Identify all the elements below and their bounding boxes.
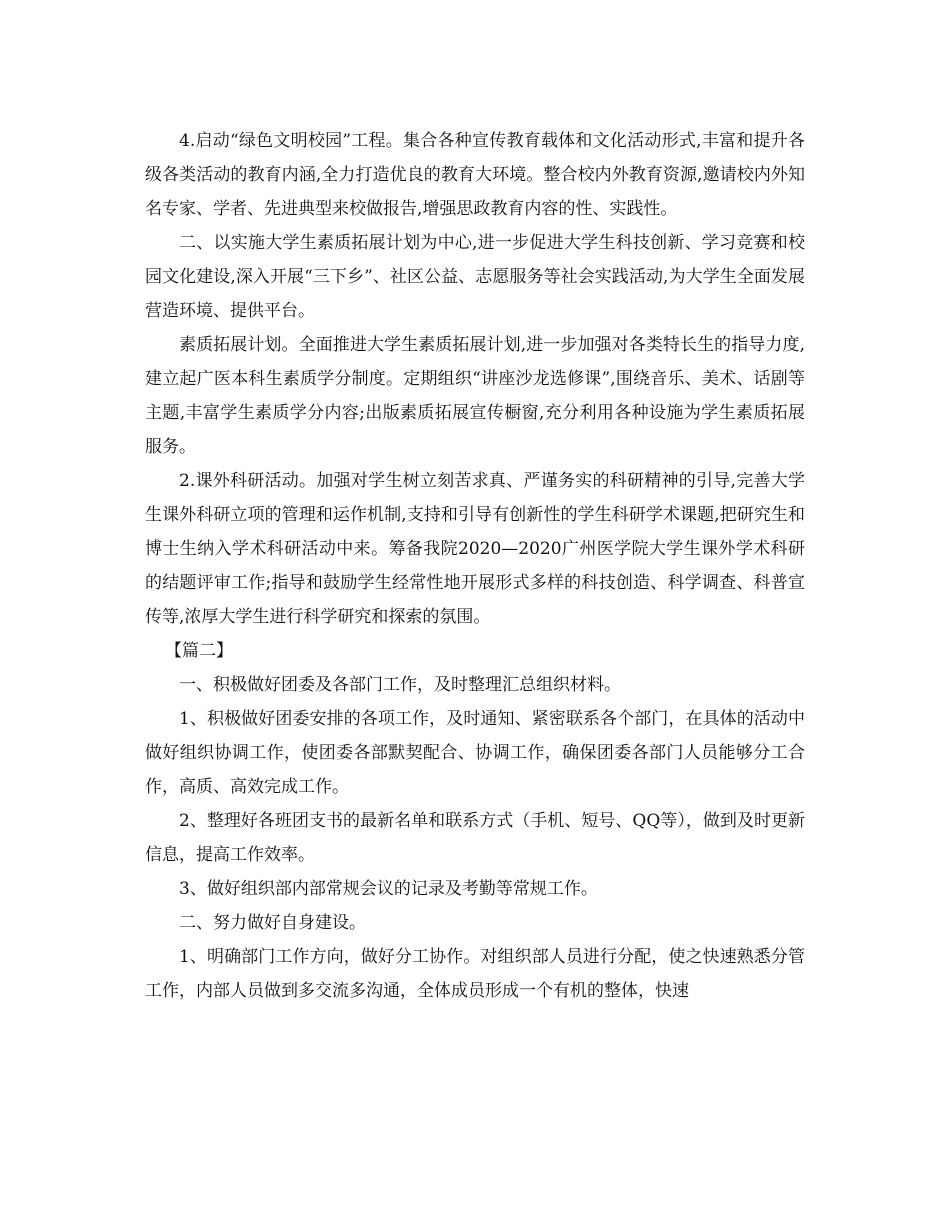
paragraph-quality-plan-heading: 二、以实施大学生素质拓展计划为中心,进一步促进大学生科技创新、学习竞赛和校园文化建设,深入开展“三下乡”、社区公益、志愿服务等社会实践活动,为大学生全面发展营造环境、提供平台。 [145,233,805,321]
paragraph-campus-project: 4.启动“绿色文明校园”工程。集合各种宣传教育载体和文化活动形式,丰富和提升各级各类活动的教育内涵,全力打造优良的教育大环境。整合校内外教育资源,邀请校内外知名专家、学者、先进典型来校做报告,增强思政教育内容的性、实践性。 [145,131,805,219]
paragraph-item-1-division: 1、明确部门工作方向，做好分工协作。对组织部人员进行分配，使之快速熟悉分管工作，内部人员做到多交流多沟通，全体成员形成一个有机的整体，快速 [145,947,805,1001]
section-heading-part-two: 【篇二】 [165,641,233,661]
paragraph-section-one-heading: 一、积极做好团委及各部门工作，及时整理汇总组织材料。 [179,675,621,695]
paragraph-section-two-heading: 二、努力做好自身建设。 [179,913,366,933]
paragraph-item-1: 1、积极做好团委安排的各项工作，及时通知、紧密联系各个部门，在具体的活动中做好组织协调工作，使团委各部默契配合、协调工作，确保团委各部门人员能够分工合作，高质、高效完成工作。 [145,709,805,797]
paragraph-item-2: 2、整理好各班团支书的最新名单和联系方式（手机、短号、QQ等），做到及时更新信息，提高工作效率。 [145,811,805,865]
paragraph-research-activities: 2.课外科研活动。加强对学生树立刻苦求真、严谨务实的科研精神的引导,完善大学生课外科研立项的管理和运作机制,支持和引导有创新性的学生科研学术课题,把研究生和博士生纳入学术科研活动中来。筹备我院2020—2020广州医学院大学生课外学术科研的结题评审工作;指导和鼓励学生经常性地开展形式多样的科技创造、科学调查、科普宣传等,浓厚大学生进行科学研究和探索的氛围。 [145,471,805,627]
paragraph-item-3: 3、做好组织部内部常规会议的记录及考勤等常规工作。 [179,879,598,899]
paragraph-quality-plan: 素质拓展计划。全面推进大学生素质拓展计划,进一步加强对各类特长生的指导力度,建立起广医本科生素质学分制度。定期组织“讲座沙龙选修课”,围绕音乐、美术、话剧等主题,丰富学生素质学分内容;出版素质拓展宣传橱窗,充分利用各种设施为学生素质拓展服务。 [145,335,805,457]
document-body [145,124,805,1008]
